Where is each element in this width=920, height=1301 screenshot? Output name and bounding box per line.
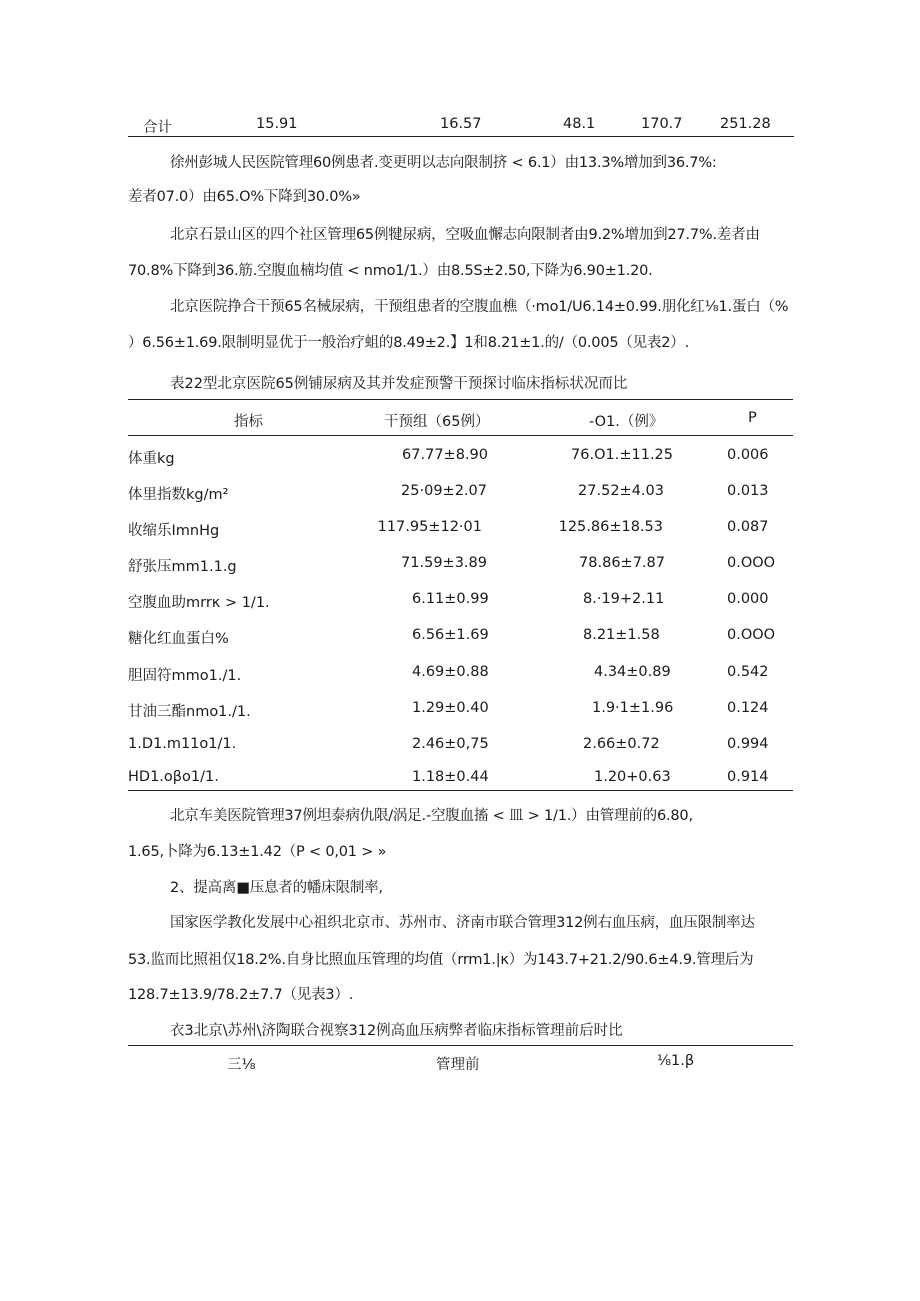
p-value: 0.994 <box>727 736 769 752</box>
control-value: 1.9·1±1.96 <box>592 700 674 716</box>
paragraph-line: ）6.56±1.69.限制明显优于一般治疗蛆的8.49±2.】1和8.21±1.的/（0.005（见表2）. <box>128 335 690 351</box>
row-label: 1.D1.m11o1/1. <box>128 736 237 752</box>
paragraph-line: 70.8%下降到36.筋.空腹血楠均值 < nmo1/1.）由8.5S±2.50,下降为6.90±1.20. <box>128 263 653 279</box>
column-header: ⅛1.β <box>657 1053 695 1069</box>
column-header: 干预组（65例） <box>384 414 490 430</box>
table-top-rule <box>128 399 793 400</box>
p-value: 0.OOO <box>727 627 776 643</box>
summary-label: 合计 <box>143 120 172 136</box>
p-value: 0.013 <box>727 483 769 499</box>
control-value: 8.·19+2.11 <box>583 591 665 607</box>
intervention-value: 2.46±0,75 <box>412 736 489 752</box>
row-label: 胆固符mmo1./1. <box>128 668 242 684</box>
control-value: 1.20+0.63 <box>594 769 671 785</box>
section-heading: 2、提高离■压息者的幡床限制率, <box>170 880 383 896</box>
table-header-rule <box>128 435 793 436</box>
p-value: 0.000 <box>727 591 769 607</box>
row-label: 收缩乐ImnHg <box>128 523 220 539</box>
paragraph-line: 北京医院挣合干预65名械尿病，干预组患者的空腹血樵（·mo1/U6.14±0.99.朋化红⅛1.蛋白（% <box>170 299 789 315</box>
row-label: 体里指数kg/m² <box>128 487 229 503</box>
row-label: 甘油三酯nmo1./1. <box>128 704 251 720</box>
paragraph-line: 1.65,卜降为6.13±1.42（P < 0,01 > » <box>128 844 387 860</box>
column-header: 三⅛ <box>227 1057 256 1073</box>
summary-value: 251.28 <box>720 116 771 132</box>
table-top-rule <box>128 1045 793 1046</box>
paragraph-line: 53.监而比照祖仅18.2%.自身比照血压管理的均值（rrm1.|κ）为143.7+21.2/90.6±4.9.管理后为 <box>128 952 754 968</box>
intervention-value: 6.56±1.69 <box>412 627 489 643</box>
control-value: 125.86±18.53 <box>558 519 663 535</box>
intervention-value: 67.77±8.90 <box>402 447 488 463</box>
control-value: 27.52±4.03 <box>578 483 664 499</box>
intervention-value: 117.95±12·01 <box>377 519 482 535</box>
table-caption: 衣3北京\苏州\济陶联合视察312例高血压病弊者临床指标管理前后时比 <box>170 1023 623 1039</box>
row-label: 糖化红血蛋白% <box>128 631 229 647</box>
control-value: 2.66±0.72 <box>583 736 660 752</box>
p-value: 0.914 <box>727 769 769 785</box>
paragraph-line: 128.7±13.9/78.2±7.7（见表3）. <box>128 987 354 1003</box>
row-label: 舒张压mm1.1.g <box>128 559 237 575</box>
table-caption: 表22型北京医院65例铺尿病及其并发症预警干预探讨临床指标状况而比 <box>170 376 628 392</box>
summary-value: 16.57 <box>440 116 482 132</box>
paragraph-line: 差者07.0）由65.O%下降到30.0%» <box>128 189 361 205</box>
summary-value: 15.91 <box>256 116 298 132</box>
paragraph-line: 北京车美医院管理37例坦泰病仇限/涡足.-空腹血搐 < 皿 > 1/1.）由管理前的6.80, <box>170 808 693 824</box>
summary-value: 170.7 <box>641 116 683 132</box>
intervention-value: 71.59±3.89 <box>401 555 487 571</box>
table-bottom-rule <box>128 136 794 137</box>
summary-value: 48.1 <box>563 116 596 132</box>
p-value: 0.124 <box>727 700 769 716</box>
row-label: 空腹血助mrrκ > 1/1. <box>128 595 270 611</box>
control-value: 4.34±0.89 <box>594 664 671 680</box>
row-label: HD1.οβο1/1. <box>128 769 219 785</box>
intervention-value: 1.18±0.44 <box>412 769 489 785</box>
paragraph-line: 北京石景山区的四个社区管理65例犍尿病，空吸血懈志向限制者由9.2%增加到27.7%.差者由 <box>170 227 760 243</box>
column-header: 管理前 <box>436 1057 480 1073</box>
p-value: 0.542 <box>727 664 769 680</box>
row-label: 体重kg <box>128 451 175 467</box>
intervention-value: 25·09±2.07 <box>401 483 487 499</box>
control-value: 78.86±7.87 <box>579 555 665 571</box>
control-value: 76.O1.±11.25 <box>571 447 673 463</box>
intervention-value: 4.69±0.88 <box>412 664 489 680</box>
column-header: 指标 <box>234 414 263 430</box>
control-value: 8.21±1.58 <box>583 627 660 643</box>
column-header: P <box>748 410 757 426</box>
p-value: 0.006 <box>727 447 769 463</box>
paragraph-line: 徐州彭城人民医院管理60例患者.变更明以志向限制挤 < 6.1）由13.3%增加到36.7%: <box>170 155 717 171</box>
intervention-value: 6.11±0.99 <box>412 591 489 607</box>
p-value: 0.087 <box>727 519 769 535</box>
paragraph-line: 国家医学教化发展中心祖织北京市、苏州市、济南市联合管理312例右血压病，血压限制率达 <box>170 915 755 931</box>
table-bottom-rule <box>128 790 793 791</box>
p-value: 0.OOO <box>727 555 776 571</box>
column-header: -O1.（例》 <box>589 414 664 430</box>
intervention-value: 1.29±0.40 <box>412 700 489 716</box>
